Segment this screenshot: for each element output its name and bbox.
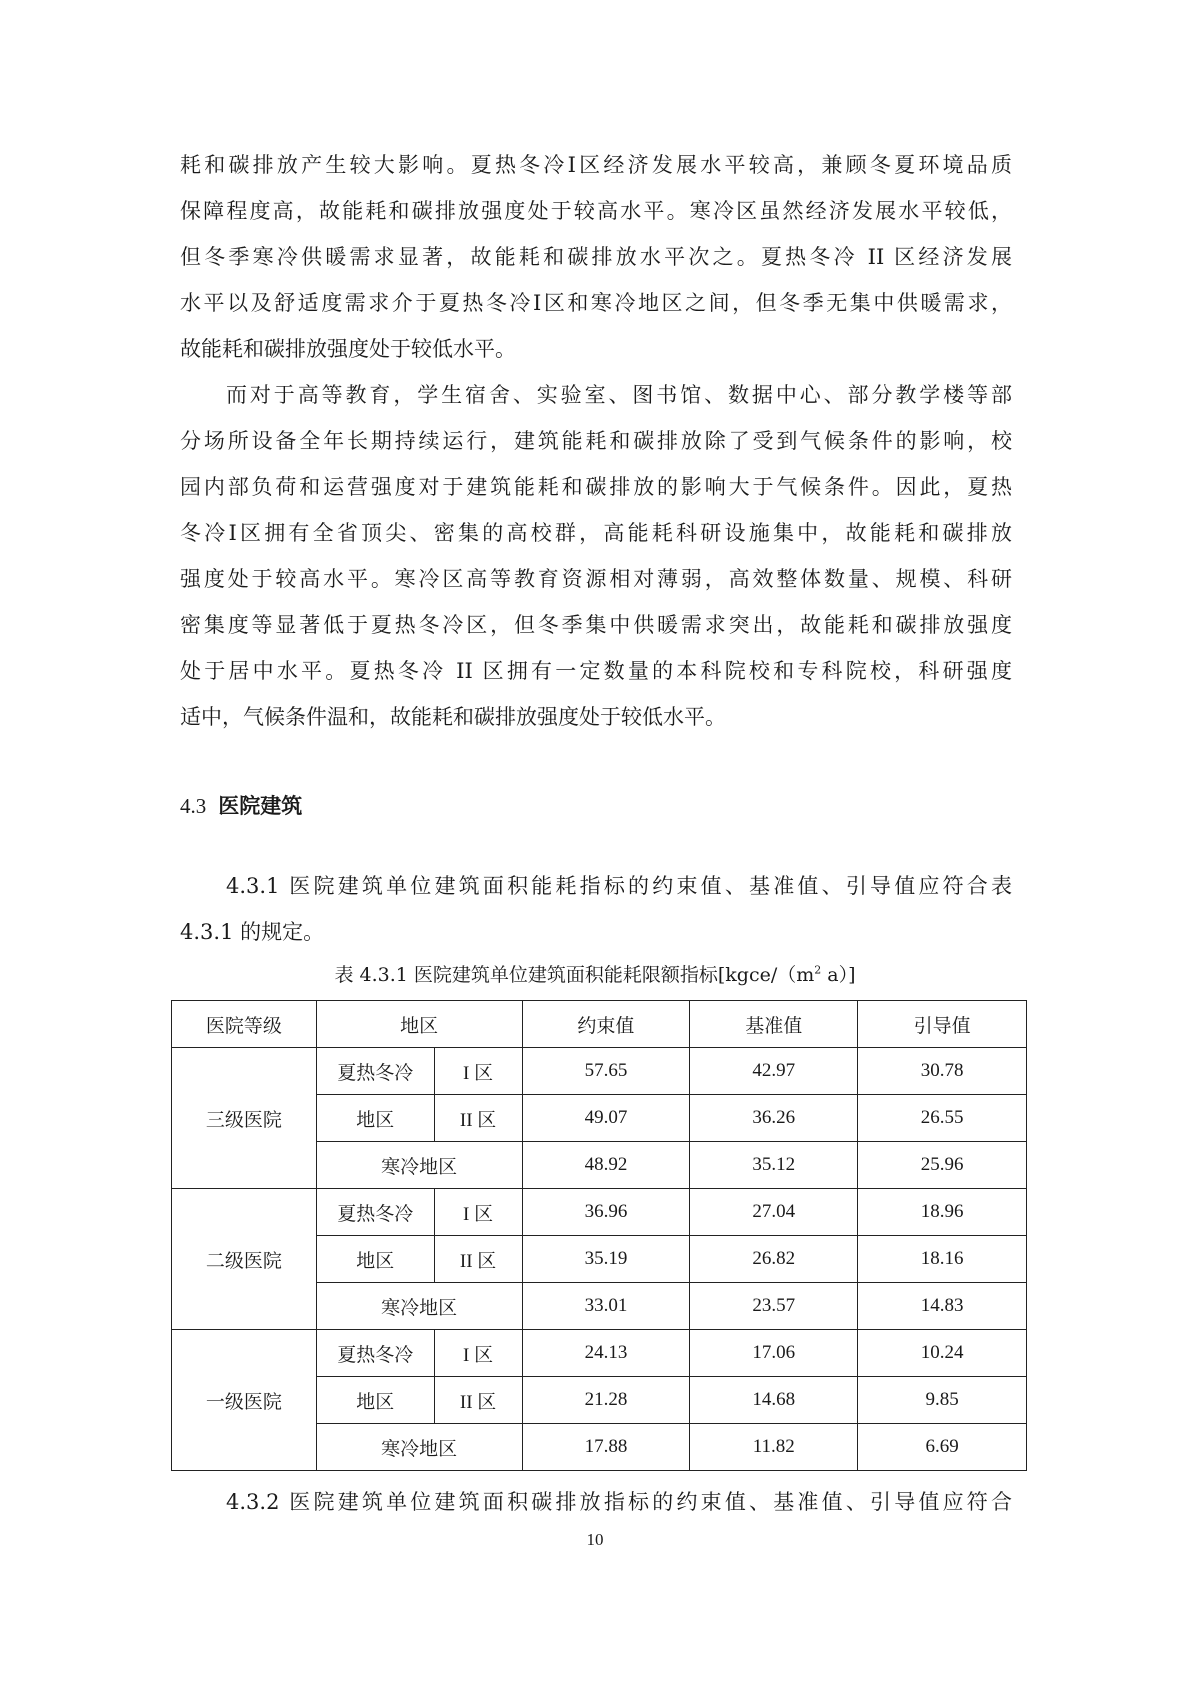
body-text xyxy=(180,142,1012,740)
header-cell: 引导值 xyxy=(858,1001,1027,1048)
clause-4-3-2 xyxy=(180,1479,1012,1525)
zone-cell: II 区 xyxy=(434,1377,522,1424)
region-cell: 夏热冬冷 xyxy=(316,1330,434,1377)
table-row xyxy=(172,1330,1027,1377)
grade-cell: 三级医院 xyxy=(172,1048,317,1189)
header-cell: 地区 xyxy=(316,1001,522,1048)
paragraph-line: 耗和碳排放产生较大影响。夏热冬冷Ⅰ区经济发展水平较高，兼顾冬夏环境品质 xyxy=(180,153,1012,177)
value-cell: 49.07 xyxy=(522,1095,690,1142)
section-heading xyxy=(180,790,302,820)
region-cell: 寒冷地区 xyxy=(316,1283,522,1330)
value-cell: 36.26 xyxy=(690,1095,858,1142)
caption-superscript: 2 xyxy=(814,963,822,977)
value-cell: 14.83 xyxy=(858,1283,1027,1330)
value-cell: 6.69 xyxy=(858,1424,1027,1471)
paragraph-line: 故能耗和碳排放强度处于较低水平。 xyxy=(180,337,516,361)
value-cell: 26.55 xyxy=(858,1095,1027,1142)
zone-cell: I 区 xyxy=(434,1048,522,1095)
grade-cell: 二级医院 xyxy=(172,1189,317,1330)
paragraph-line: 水平以及舒适度需求介于夏热冬冷Ⅰ区和寒冷地区之间，但冬季无集中供暖需求， xyxy=(180,291,1012,315)
clause-line: 4.3.2 医院建筑单位建筑面积碳排放指标的约束值、基准值、引导值应符合 xyxy=(226,1490,1012,1514)
table-row xyxy=(172,1048,1027,1095)
paragraph-line: 适中，气候条件温和，故能耗和碳排放强度处于较低水平。 xyxy=(180,705,726,729)
value-cell: 18.96 xyxy=(858,1189,1027,1236)
value-cell: 35.12 xyxy=(690,1142,858,1189)
paragraph-line: 处于居中水平。夏热冬冷 II 区拥有一定数量的本科院校和专科院校，科研强度 xyxy=(180,659,1012,683)
value-cell: 25.96 xyxy=(858,1142,1027,1189)
header-cell: 医院等级 xyxy=(172,1001,317,1048)
paragraph-line: 冬冷Ⅰ区拥有全省顶尖、密集的高校群，高能耗科研设施集中，故能耗和碳排放 xyxy=(180,521,1012,545)
region-cell: 夏热冬冷 xyxy=(316,1189,434,1236)
caption-text-end: a）] xyxy=(821,964,856,986)
paragraph-line: 密集度等显著低于夏热冬冷区，但冬季集中供暖需求突出，故能耗和碳排放强度 xyxy=(180,613,1012,637)
region-cell: 地区 xyxy=(316,1377,434,1424)
value-cell: 48.92 xyxy=(522,1142,690,1189)
value-cell: 42.97 xyxy=(690,1048,858,1095)
caption-text: 表 4.3.1 医院建筑单位建筑面积能耗限额指标[kgce/（m xyxy=(334,964,815,986)
region-cell: 地区 xyxy=(316,1095,434,1142)
value-cell: 11.82 xyxy=(690,1424,858,1471)
value-cell: 10.24 xyxy=(858,1330,1027,1377)
value-cell: 17.88 xyxy=(522,1424,690,1471)
value-cell: 27.04 xyxy=(690,1189,858,1236)
value-cell: 14.68 xyxy=(690,1377,858,1424)
paragraph-line: 而对于高等教育，学生宿舍、实验室、图书馆、数据中心、部分教学楼等部 xyxy=(226,383,1012,407)
table-header-row xyxy=(172,1001,1027,1048)
energy-limit-table xyxy=(171,1000,1027,1471)
zone-cell: I 区 xyxy=(434,1189,522,1236)
region-cell: 寒冷地区 xyxy=(316,1424,522,1471)
value-cell: 9.85 xyxy=(858,1377,1027,1424)
value-cell: 35.19 xyxy=(522,1236,690,1283)
region-cell: 地区 xyxy=(316,1236,434,1283)
value-cell: 18.16 xyxy=(858,1236,1027,1283)
paragraph-line: 园内部负荷和运营强度对于建筑能耗和碳排放的影响大于气候条件。因此，夏热 xyxy=(180,475,1012,499)
value-cell: 21.28 xyxy=(522,1377,690,1424)
value-cell: 36.96 xyxy=(522,1189,690,1236)
paragraph-line: 分场所设备全年长期持续运行，建筑能耗和碳排放除了受到气候条件的影响，校 xyxy=(180,429,1012,453)
clause-4-3-1 xyxy=(180,863,1012,955)
paragraph-line: 保障程度高，故能耗和碳排放强度处于较高水平。寒冷区虽然经济发展水平较低， xyxy=(180,199,1012,223)
value-cell: 17.06 xyxy=(690,1330,858,1377)
zone-cell: II 区 xyxy=(434,1236,522,1283)
region-cell: 寒冷地区 xyxy=(316,1142,522,1189)
section-title: 医院建筑 xyxy=(218,794,303,818)
value-cell: 26.82 xyxy=(690,1236,858,1283)
value-cell: 57.65 xyxy=(522,1048,690,1095)
table-caption xyxy=(0,960,1190,987)
header-cell: 约束值 xyxy=(522,1001,690,1048)
zone-cell: II 区 xyxy=(434,1095,522,1142)
clause-line: 4.3.1 的规定。 xyxy=(180,920,325,944)
value-cell: 33.01 xyxy=(522,1283,690,1330)
value-cell: 23.57 xyxy=(690,1283,858,1330)
paragraph-line: 但冬季寒冷供暖需求显著，故能耗和碳排放水平次之。夏热冬冷 II 区经济发展 xyxy=(180,245,1012,269)
value-cell: 24.13 xyxy=(522,1330,690,1377)
section-number: 4.3 xyxy=(180,794,207,818)
page-number: 10 xyxy=(586,1530,604,1549)
paragraph-line: 强度处于较高水平。寒冷区高等教育资源相对薄弱，高效整体数量、规模、科研 xyxy=(180,567,1012,591)
clause-line: 4.3.1 医院建筑单位建筑面积能耗指标的约束值、基准值、引导值应符合表 xyxy=(226,874,1012,898)
grade-cell: 一级医院 xyxy=(172,1330,317,1471)
value-cell: 30.78 xyxy=(858,1048,1027,1095)
header-cell: 基准值 xyxy=(690,1001,858,1048)
table-row xyxy=(172,1189,1027,1236)
region-cell: 夏热冬冷 xyxy=(316,1048,434,1095)
zone-cell: I 区 xyxy=(434,1330,522,1377)
